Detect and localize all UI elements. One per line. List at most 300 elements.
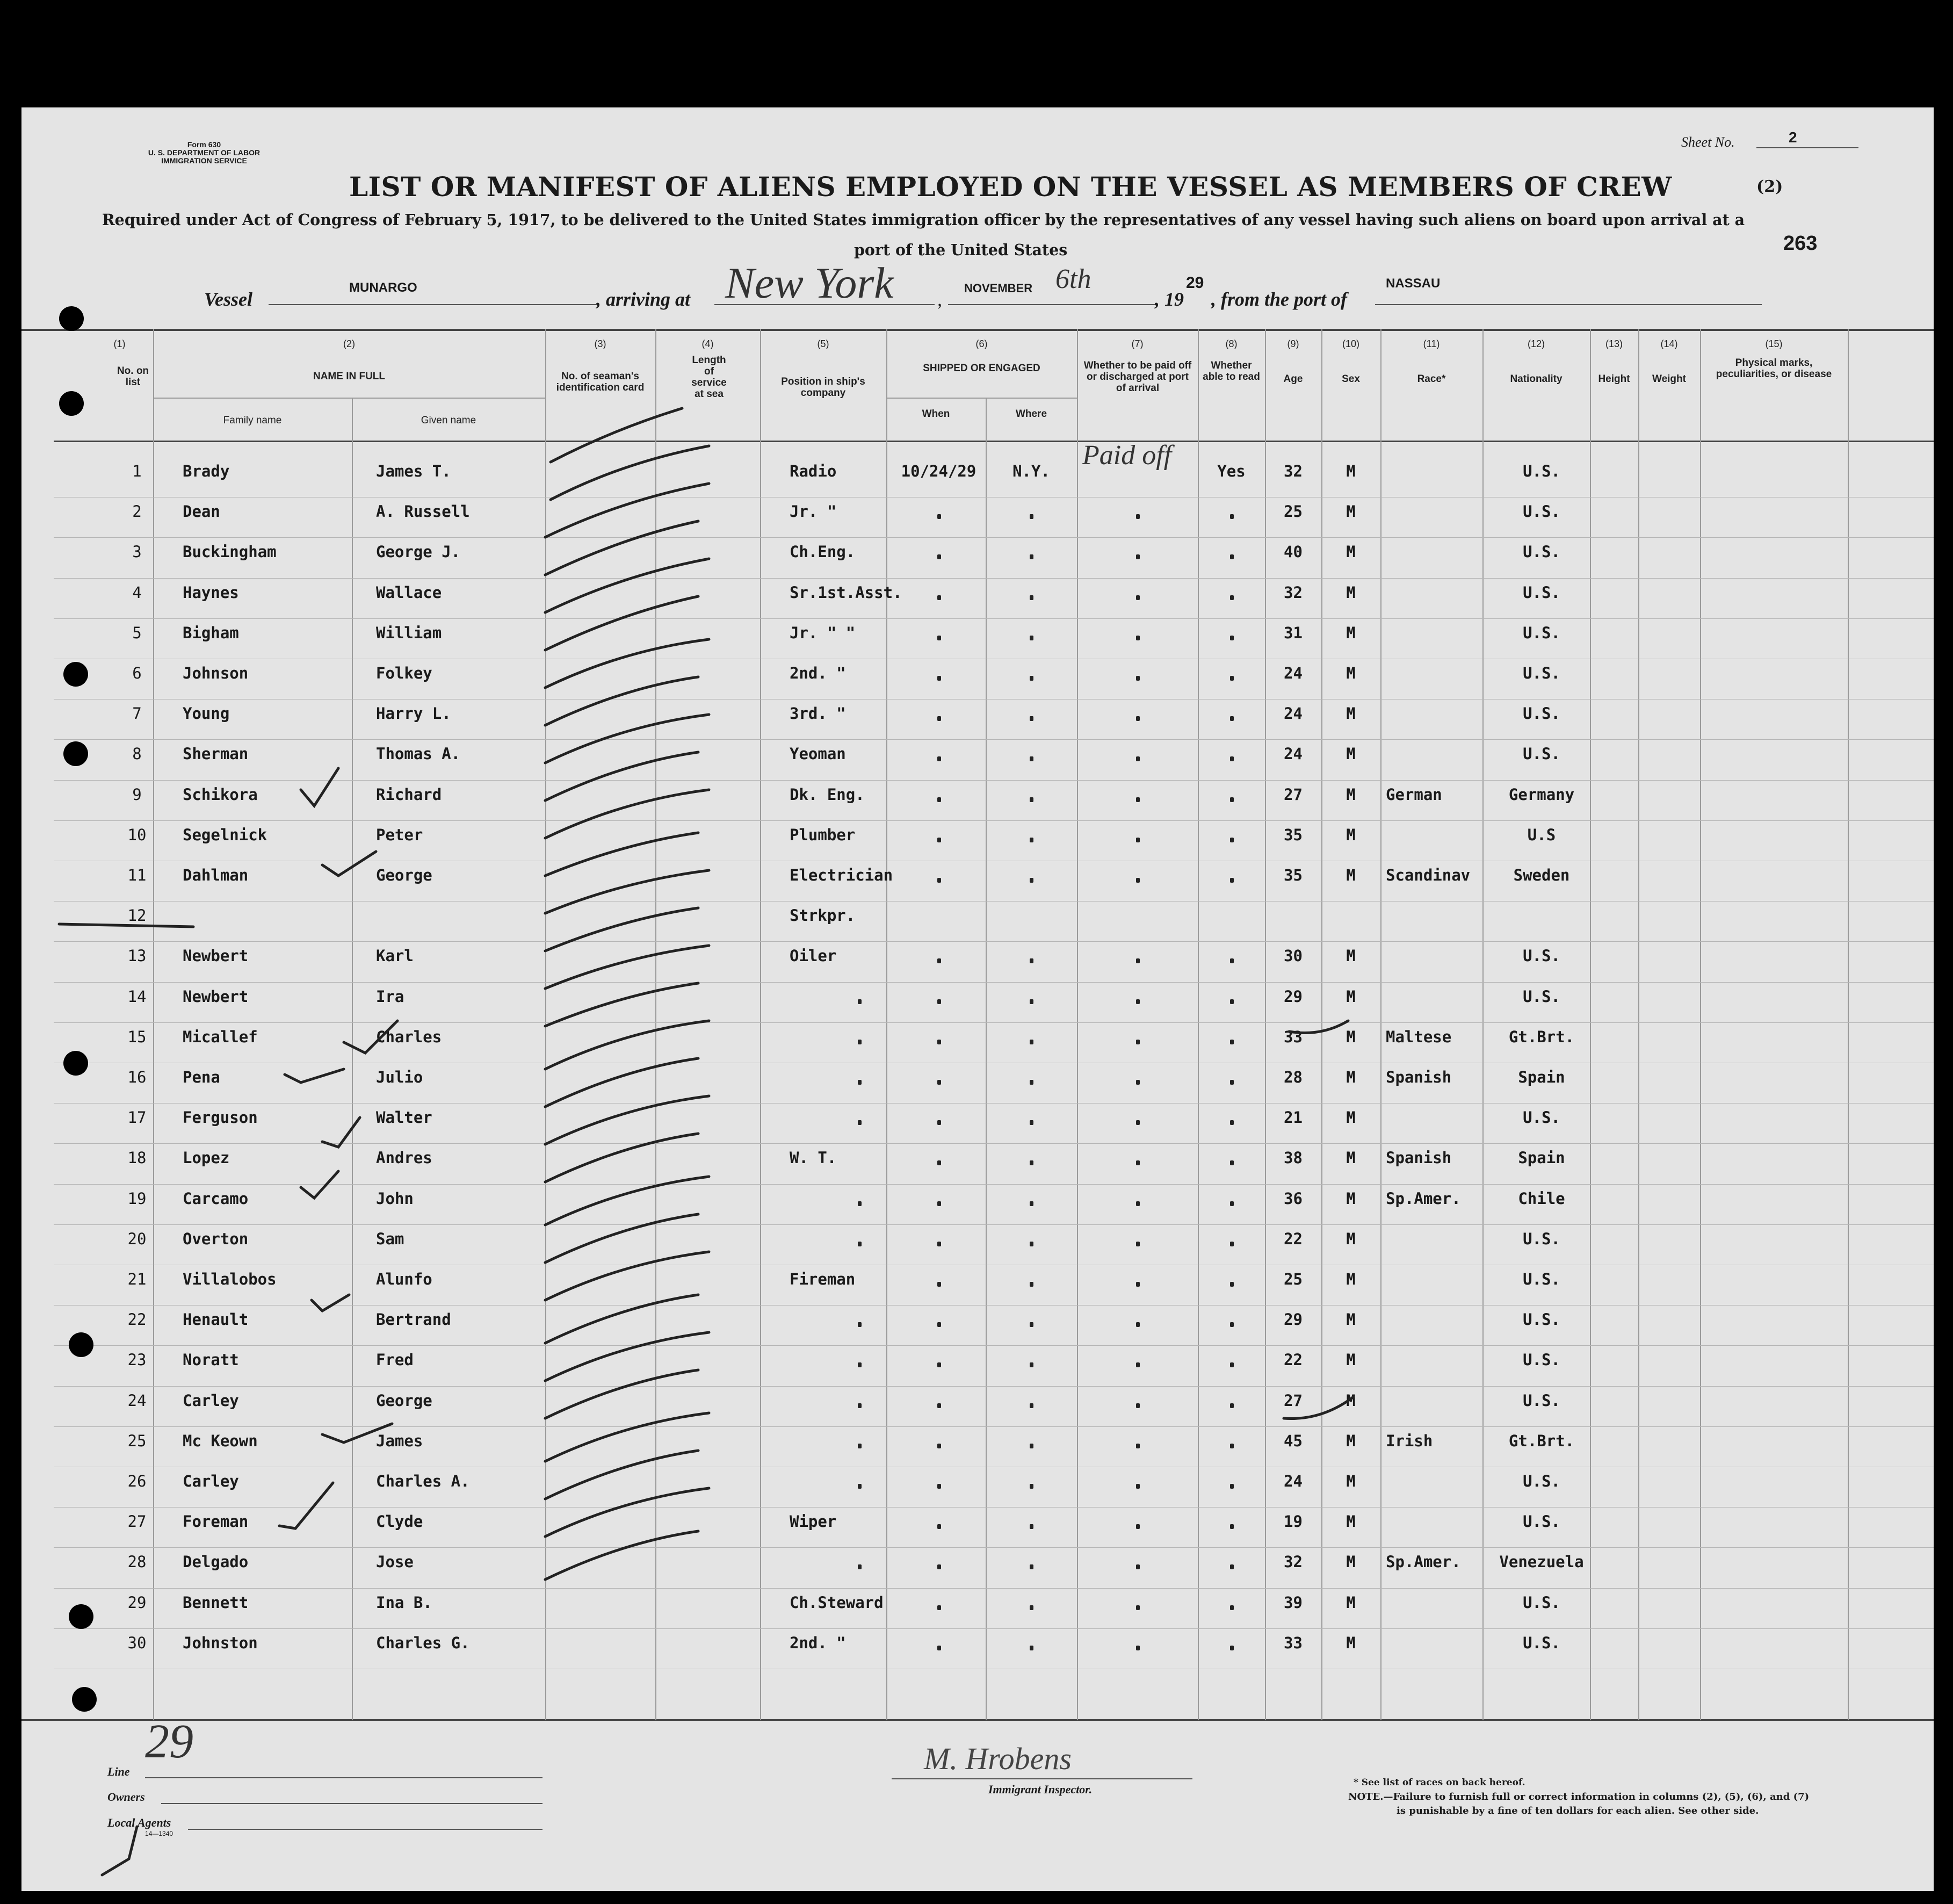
given-name: Bertrand bbox=[376, 1310, 451, 1329]
nationality: U.S. bbox=[1523, 1593, 1560, 1612]
binder-hole bbox=[63, 662, 88, 687]
row-number: 30 bbox=[127, 1634, 147, 1652]
sex: M bbox=[1346, 1270, 1356, 1288]
row-number: 25 bbox=[127, 1432, 147, 1450]
position: Sr.1st.Asst. bbox=[790, 583, 902, 602]
failure-note-2: is punishable by a fine of ten dollars for each alien. See other side. bbox=[1397, 1805, 1759, 1816]
given-name: Alunfo bbox=[376, 1270, 432, 1288]
col-label-paid-off: Whether to be paid off or discharged at port of arrival bbox=[1083, 360, 1192, 394]
age: 36 bbox=[1284, 1189, 1303, 1208]
family-name: Dean bbox=[183, 502, 220, 521]
age: 27 bbox=[1284, 1391, 1303, 1410]
nationality: Venezuela bbox=[1499, 1553, 1584, 1571]
col-num-7: (7) bbox=[1131, 338, 1144, 349]
col-num-15: (15) bbox=[1765, 338, 1783, 349]
age: 38 bbox=[1284, 1149, 1303, 1167]
family-name: Henault bbox=[183, 1310, 249, 1329]
nationality: U.S. bbox=[1523, 624, 1560, 642]
sex: M bbox=[1346, 1634, 1356, 1652]
position: Electrician bbox=[790, 866, 893, 884]
col-label-position: Position in ship's company bbox=[781, 376, 865, 399]
position: Dk. Eng. bbox=[790, 785, 865, 804]
col-num-13: (13) bbox=[1605, 338, 1623, 349]
age: 32 bbox=[1284, 583, 1303, 602]
given-name: Charles A. bbox=[376, 1472, 470, 1490]
sex: M bbox=[1346, 624, 1356, 642]
row-number: 1 bbox=[132, 462, 142, 480]
comma: , bbox=[937, 289, 942, 310]
id-slash bbox=[545, 1214, 698, 1263]
given-name: Ina B. bbox=[376, 1593, 432, 1612]
family-name: Dahlman bbox=[183, 866, 249, 884]
col-num-10: (10) bbox=[1342, 338, 1359, 349]
sex: M bbox=[1346, 1310, 1356, 1329]
races-note: * See list of races on back hereof. bbox=[1354, 1777, 1525, 1788]
given-name: Harry L. bbox=[376, 704, 451, 723]
col-num-5: (5) bbox=[817, 338, 829, 349]
family-name: Haynes bbox=[183, 583, 239, 602]
row-number: 12 bbox=[127, 906, 147, 925]
position: Jr. " " bbox=[790, 624, 856, 642]
sex: M bbox=[1346, 664, 1356, 682]
row-number: 27 bbox=[127, 1512, 147, 1531]
sex: M bbox=[1346, 1068, 1356, 1086]
col-label-weight: Weight bbox=[1652, 373, 1686, 385]
page-title: LIST OR MANIFEST OF ALIENS EMPLOYED ON THE VESSEL AS MEMBERS OF CREW bbox=[349, 171, 1672, 203]
race: Sp.Amer. bbox=[1386, 1553, 1461, 1571]
family-name: Micallef bbox=[183, 1028, 258, 1046]
col-label-shipped: SHIPPED OR ENGAGED bbox=[923, 363, 1040, 374]
row-number: 9 bbox=[132, 785, 142, 804]
id-slash bbox=[545, 1531, 698, 1580]
col-num-6: (6) bbox=[975, 338, 988, 349]
id-slash bbox=[545, 1134, 698, 1182]
year-prefix: , 19 bbox=[1155, 289, 1184, 310]
id-slash bbox=[545, 833, 698, 876]
owners-label: Owners bbox=[107, 1790, 145, 1804]
family-name: Ferguson bbox=[183, 1108, 258, 1127]
family-name: Brady bbox=[183, 462, 230, 480]
given-name: George J. bbox=[376, 543, 461, 561]
sex: M bbox=[1346, 502, 1356, 521]
family-name: Noratt bbox=[183, 1351, 239, 1369]
sex: M bbox=[1346, 745, 1356, 763]
age: 28 bbox=[1284, 1068, 1303, 1086]
age: 22 bbox=[1284, 1351, 1303, 1369]
given-name: Karl bbox=[376, 947, 414, 965]
page-number: 263 bbox=[1783, 232, 1818, 255]
department-label: U. S. DEPARTMENT OF LABOR bbox=[148, 148, 261, 157]
nationality: Spain bbox=[1518, 1149, 1565, 1167]
col-label-read: Whether able to read bbox=[1203, 360, 1260, 383]
age: 32 bbox=[1284, 1553, 1303, 1571]
age: 31 bbox=[1284, 624, 1303, 642]
id-slash bbox=[545, 790, 709, 838]
col-num-4: (4) bbox=[701, 338, 714, 349]
sex: M bbox=[1346, 785, 1356, 804]
sex: M bbox=[1346, 826, 1356, 844]
family-name: Newbert bbox=[183, 947, 249, 965]
given-name: Charles G. bbox=[376, 1634, 470, 1652]
sheet-number-value: 2 bbox=[1789, 129, 1797, 146]
sex: M bbox=[1346, 704, 1356, 723]
shipped-when: 10/24/29 bbox=[901, 462, 977, 480]
row-number: 8 bbox=[132, 745, 142, 763]
id-slash bbox=[551, 408, 682, 462]
vessel-name: MUNARGO bbox=[349, 280, 417, 295]
given-name: Ira bbox=[376, 987, 404, 1006]
race: Irish bbox=[1386, 1432, 1433, 1450]
sheet-number-label: Sheet No. bbox=[1681, 134, 1735, 150]
family-name: Newbert bbox=[183, 987, 249, 1006]
binder-hole bbox=[72, 1687, 97, 1712]
arrival-month: NOVEMBER bbox=[964, 282, 1033, 295]
position: Strkpr. bbox=[790, 906, 856, 925]
col-label-physical: Physical marks, peculiarities, or disease bbox=[1716, 357, 1832, 380]
subheader-where: Where bbox=[1015, 408, 1047, 420]
col-num-8: (8) bbox=[1225, 338, 1238, 349]
sex: M bbox=[1346, 1108, 1356, 1127]
sex: M bbox=[1346, 1472, 1356, 1490]
local-agents-label: Local Agents bbox=[107, 1816, 171, 1829]
row-number: 16 bbox=[127, 1068, 147, 1086]
sex: M bbox=[1346, 1432, 1356, 1450]
row-number: 7 bbox=[132, 704, 142, 723]
able-to-read: Yes bbox=[1217, 462, 1246, 480]
age: 25 bbox=[1284, 1270, 1303, 1288]
given-name: Jose bbox=[376, 1553, 414, 1571]
age: 21 bbox=[1284, 1108, 1303, 1127]
race: Scandinav bbox=[1386, 866, 1471, 884]
age: 22 bbox=[1284, 1230, 1303, 1248]
given-name: Peter bbox=[376, 826, 423, 844]
subheader-given: Given name bbox=[421, 415, 476, 426]
family-name: Delgado bbox=[183, 1553, 249, 1571]
given-name: Wallace bbox=[376, 583, 442, 602]
nationality: U.S. bbox=[1523, 543, 1560, 561]
inspector-label: Immigrant Inspector. bbox=[988, 1783, 1093, 1796]
nationality: U.S. bbox=[1523, 987, 1560, 1006]
from-port-label: , from the port of bbox=[1211, 289, 1348, 310]
age: 24 bbox=[1284, 745, 1303, 763]
given-name: Richard bbox=[376, 785, 442, 804]
sex: M bbox=[1346, 543, 1356, 561]
row-number: 3 bbox=[132, 543, 142, 561]
position: Radio bbox=[790, 462, 837, 480]
age: 30 bbox=[1284, 947, 1303, 965]
family-name: Bennett bbox=[183, 1593, 249, 1612]
arriving-label: , arriving at bbox=[596, 289, 691, 310]
row-number: 21 bbox=[127, 1270, 147, 1288]
paid-off-handwritten: Paid off bbox=[1082, 440, 1172, 471]
form-code: 14—1340 bbox=[145, 1830, 173, 1837]
race: Spanish bbox=[1386, 1068, 1452, 1086]
col-num-1: (1) bbox=[113, 338, 126, 349]
given-name: Charles bbox=[376, 1028, 442, 1046]
age: 45 bbox=[1284, 1432, 1303, 1450]
id-slash bbox=[545, 677, 698, 725]
service-label: IMMIGRATION SERVICE bbox=[161, 156, 247, 165]
inspector-line bbox=[892, 1773, 1192, 1779]
nationality: U.S. bbox=[1523, 502, 1560, 521]
age: 35 bbox=[1284, 826, 1303, 844]
family-name: Carley bbox=[183, 1391, 239, 1410]
age: 29 bbox=[1284, 987, 1303, 1006]
subtitle-line-2: port of the United States bbox=[854, 241, 1068, 259]
col-label-id-card: No. of seaman's identification card bbox=[556, 371, 645, 393]
subheader-family: Family name bbox=[223, 415, 282, 426]
row-number: 29 bbox=[127, 1593, 147, 1612]
sex: M bbox=[1346, 1391, 1356, 1410]
row-number: 6 bbox=[132, 664, 142, 682]
id-slash bbox=[545, 946, 709, 989]
age: 33 bbox=[1284, 1028, 1303, 1046]
id-slash bbox=[545, 870, 709, 913]
family-name: Pena bbox=[183, 1068, 220, 1086]
row-number: 11 bbox=[127, 866, 147, 884]
row-number: 19 bbox=[127, 1189, 147, 1208]
arriving-port-handwritten: New York bbox=[725, 258, 894, 307]
sex: M bbox=[1346, 1512, 1356, 1531]
col-label-service: Length of service at sea bbox=[691, 355, 727, 400]
row-number: 26 bbox=[127, 1472, 147, 1490]
subtitle-line-1: Required under Act of Congress of February 5, 1917, to be delivered to the United States immigration officer by the representatives of any vessel having such aliens on board upon arrival at a bbox=[102, 211, 1745, 229]
sex: M bbox=[1346, 462, 1356, 480]
nationality: U.S. bbox=[1523, 583, 1560, 602]
age: 39 bbox=[1284, 1593, 1303, 1612]
family-name: Johnson bbox=[183, 664, 249, 682]
sex: M bbox=[1346, 1351, 1356, 1369]
col-label-height: Height bbox=[1598, 373, 1630, 385]
given-name: Walter bbox=[376, 1108, 432, 1127]
nationality: U.S. bbox=[1523, 1351, 1560, 1369]
given-name: Thomas A. bbox=[376, 745, 461, 763]
col-label-sex: Sex bbox=[1342, 373, 1360, 385]
nationality: U.S. bbox=[1523, 462, 1560, 480]
row-number: 20 bbox=[127, 1230, 147, 1248]
given-name: James T. bbox=[376, 462, 451, 480]
nationality: U.S. bbox=[1523, 947, 1560, 965]
row-number: 10 bbox=[127, 826, 147, 844]
age: 24 bbox=[1284, 1472, 1303, 1490]
family-name: Overton bbox=[183, 1230, 249, 1248]
age: 35 bbox=[1284, 866, 1303, 884]
row-number: 2 bbox=[132, 502, 142, 521]
row-number: 18 bbox=[127, 1149, 147, 1167]
nationality: Sweden bbox=[1513, 866, 1570, 884]
form-number: Form 630 bbox=[187, 140, 221, 149]
race: Maltese bbox=[1386, 1028, 1452, 1046]
given-name: Clyde bbox=[376, 1512, 423, 1531]
nationality: U.S. bbox=[1523, 1108, 1560, 1127]
position: Wiper bbox=[790, 1512, 837, 1531]
sex: M bbox=[1346, 1230, 1356, 1248]
family-name: Mc Keown bbox=[183, 1432, 258, 1450]
sex: M bbox=[1346, 583, 1356, 602]
row-number: 14 bbox=[127, 987, 147, 1006]
vessel-label: Vessel bbox=[204, 289, 252, 310]
sex: M bbox=[1346, 947, 1356, 965]
age: 24 bbox=[1284, 704, 1303, 723]
id-slash bbox=[545, 1451, 698, 1499]
age: 24 bbox=[1284, 664, 1303, 682]
col-label-race: Race* bbox=[1417, 373, 1446, 385]
tally-handwritten: 29 bbox=[145, 1715, 193, 1768]
col-num-14: (14) bbox=[1660, 338, 1678, 349]
family-name: Sherman bbox=[183, 745, 249, 763]
local-agents-field bbox=[188, 1814, 542, 1830]
id-slash bbox=[545, 596, 698, 650]
position: Plumber bbox=[790, 826, 856, 844]
row-number: 5 bbox=[132, 624, 142, 642]
failure-note-1: NOTE.—Failure to furnish full or correct information in columns (2), (5), (6), and (7) bbox=[1348, 1791, 1810, 1802]
nationality: Gt.Brt. bbox=[1508, 1028, 1575, 1046]
row-number: 24 bbox=[127, 1391, 147, 1410]
title-number: (2) bbox=[1756, 177, 1783, 196]
age: 25 bbox=[1284, 502, 1303, 521]
position: Fireman bbox=[790, 1270, 856, 1288]
row-number: 4 bbox=[132, 583, 142, 602]
given-name: Folkey bbox=[376, 664, 432, 682]
nationality: U.S. bbox=[1523, 1634, 1560, 1652]
sex: M bbox=[1346, 1553, 1356, 1571]
col-label-nationality: Nationality bbox=[1510, 373, 1563, 385]
sex: M bbox=[1346, 1149, 1356, 1167]
manifest-sheet bbox=[21, 107, 1934, 1891]
row-number: 28 bbox=[127, 1553, 147, 1571]
col-label-age: Age bbox=[1283, 373, 1303, 385]
sex: M bbox=[1346, 866, 1356, 884]
given-name: Andres bbox=[376, 1149, 432, 1167]
age: 40 bbox=[1284, 543, 1303, 561]
row-number: 22 bbox=[127, 1310, 147, 1329]
nationality: Chile bbox=[1518, 1189, 1565, 1208]
col-num-11: (11) bbox=[1423, 338, 1440, 349]
family-name: Young bbox=[183, 704, 230, 723]
race: Spanish bbox=[1386, 1149, 1452, 1167]
subheader-when: When bbox=[922, 408, 950, 420]
nationality: U.S bbox=[1527, 826, 1556, 844]
nationality: U.S. bbox=[1523, 745, 1560, 763]
given-name: James bbox=[376, 1432, 423, 1450]
position: Oiler bbox=[790, 947, 837, 965]
given-name: Fred bbox=[376, 1351, 414, 1369]
age: 33 bbox=[1284, 1634, 1303, 1652]
id-slash bbox=[545, 983, 698, 1026]
id-slash bbox=[545, 1370, 698, 1418]
family-name: Segelnick bbox=[183, 826, 267, 844]
binder-hole bbox=[63, 741, 88, 766]
annotation-marks bbox=[21, 107, 1934, 1891]
id-slash bbox=[545, 1252, 709, 1300]
inspector-signature: M. Hrobens bbox=[924, 1741, 1072, 1776]
id-slash bbox=[545, 908, 698, 951]
col-label-no: No. on list bbox=[117, 365, 149, 388]
age: 32 bbox=[1284, 462, 1303, 480]
race: German bbox=[1386, 785, 1442, 804]
age: 27 bbox=[1284, 785, 1303, 804]
family-name: Villalobos bbox=[183, 1270, 277, 1288]
arrival-year: 29 bbox=[1186, 274, 1204, 292]
sex: M bbox=[1346, 987, 1356, 1006]
id-slash bbox=[551, 446, 709, 500]
binder-hole bbox=[69, 1604, 93, 1629]
nationality: U.S. bbox=[1523, 1391, 1560, 1410]
line-field bbox=[145, 1762, 542, 1778]
id-slash bbox=[545, 752, 698, 800]
position: Yeoman bbox=[790, 745, 846, 763]
arrival-day-handwritten: 6th bbox=[1055, 264, 1091, 294]
given-name: Sam bbox=[376, 1230, 404, 1248]
col-num-12: (12) bbox=[1527, 338, 1545, 349]
row-number: 13 bbox=[127, 947, 147, 965]
shipped-where: N.Y. bbox=[1012, 462, 1050, 480]
col-num-2: (2) bbox=[343, 338, 355, 349]
given-name: George bbox=[376, 866, 432, 884]
sex: M bbox=[1346, 1189, 1356, 1208]
given-name: William bbox=[376, 624, 442, 642]
id-slash bbox=[545, 1058, 698, 1107]
age: 19 bbox=[1284, 1512, 1303, 1531]
row-number: 17 bbox=[127, 1108, 147, 1127]
nationality: U.S. bbox=[1523, 664, 1560, 682]
position: W. T. bbox=[790, 1149, 837, 1167]
family-name: Carley bbox=[183, 1472, 239, 1490]
family-name: Foreman bbox=[183, 1512, 249, 1531]
id-slash bbox=[545, 1488, 709, 1537]
position: 3rd. " bbox=[790, 704, 846, 723]
position: 2nd. " bbox=[790, 1634, 846, 1652]
nationality: U.S. bbox=[1523, 1310, 1560, 1329]
family-name: Bigham bbox=[183, 624, 239, 642]
col-label-name: NAME IN FULL bbox=[313, 371, 386, 382]
nationality: U.S. bbox=[1523, 704, 1560, 723]
nationality: Spain bbox=[1518, 1068, 1565, 1086]
col-num-3: (3) bbox=[594, 338, 606, 349]
id-slash bbox=[545, 1295, 698, 1343]
row-number: 15 bbox=[127, 1028, 147, 1046]
family-name: Buckingham bbox=[183, 543, 277, 561]
position: Ch.Steward bbox=[790, 1593, 884, 1612]
row-number: 23 bbox=[127, 1351, 147, 1369]
owners-field bbox=[161, 1788, 542, 1804]
binder-hole bbox=[59, 391, 84, 416]
nationality: U.S. bbox=[1523, 1512, 1560, 1531]
sex: M bbox=[1346, 1028, 1356, 1046]
position: Jr. " bbox=[790, 502, 837, 521]
given-name: John bbox=[376, 1189, 414, 1208]
family-name: Carcamo bbox=[183, 1189, 249, 1208]
binder-hole bbox=[69, 1332, 93, 1357]
sex: M bbox=[1346, 1593, 1356, 1612]
family-name: Johnston bbox=[183, 1634, 258, 1652]
age: 29 bbox=[1284, 1310, 1303, 1329]
given-name: Julio bbox=[376, 1068, 423, 1086]
binder-hole bbox=[59, 306, 84, 331]
nationality: U.S. bbox=[1523, 1472, 1560, 1490]
family-name: Schikora bbox=[183, 785, 258, 804]
given-name: George bbox=[376, 1391, 432, 1410]
position: 2nd. " bbox=[790, 664, 846, 682]
line-label: Line bbox=[107, 1765, 130, 1778]
id-slash bbox=[545, 559, 709, 612]
nationality: U.S. bbox=[1523, 1230, 1560, 1248]
nationality: Germany bbox=[1508, 785, 1575, 804]
position: Ch.Eng. bbox=[790, 543, 856, 561]
col-num-9: (9) bbox=[1287, 338, 1299, 349]
binder-hole bbox=[63, 1051, 88, 1076]
from-port-value: NASSAU bbox=[1386, 276, 1441, 291]
